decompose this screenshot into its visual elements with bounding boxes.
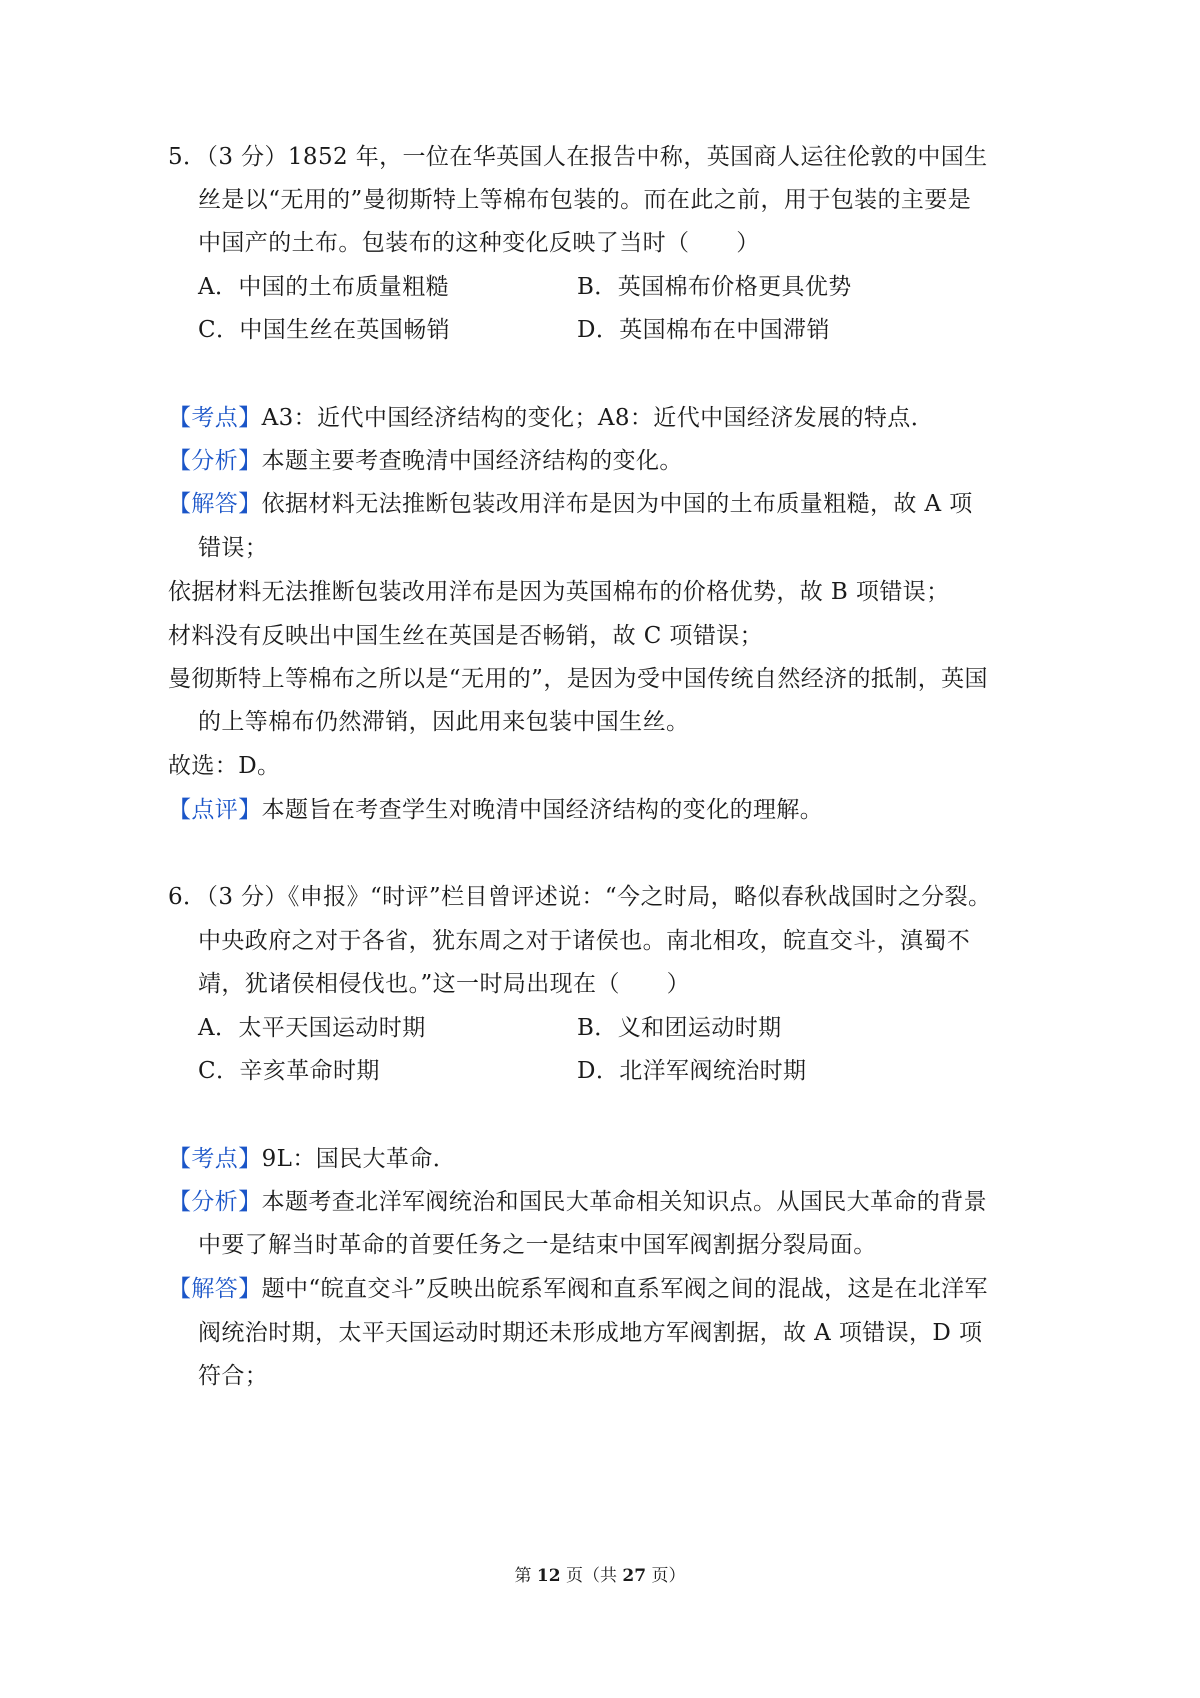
q6-fenxi xyxy=(168,1187,987,1217)
q6-fenxi-text-1: 本题考查北洋军阀统治和国民大革命相关知识点。从国民大革命的背景 xyxy=(261,1189,988,1215)
q5-stem-line-3: 中国产的土布。包装布的这种变化反映了当时（ ） xyxy=(198,230,760,256)
q5-kaodian-text: A3：近代中国经济结构的变化；A8：近代中国经济发展的特点． xyxy=(261,405,935,431)
q5-stem-line-1: 5．（3 分）1852 年，一位在华英国人在报告中称，英国商人运往伦敦的中国生 xyxy=(168,144,988,170)
q6-jieda-text-2: 阀统治时期，太平天国运动时期还未形成地方军阀割据，故 A 项错误，D 项 xyxy=(198,1320,983,1346)
q6-stem-line-3: 靖，犹诸侯相侵伐也。”这一时局出现在（ ） xyxy=(198,971,691,997)
fenxi-tag: 【分析】 xyxy=(168,448,262,474)
jieda-tag: 【解答】 xyxy=(168,491,262,517)
q5-option-b: B．英国棉布价格更具优势 xyxy=(577,274,852,300)
q6-stem-line-2: 中央政府之对于各省，犹东周之对于诸侯也。南北相攻，皖直交斗，滇蜀不 xyxy=(198,928,971,954)
jieda-tag: 【解答】 xyxy=(168,1276,262,1302)
q5-stem-line-2: 丝是以“无用的”曼彻斯特上等棉布包装的。而在此之前，用于包装的主要是 xyxy=(198,187,972,213)
q5-body-line-2: 材料没有反映出中国生丝在英国是否畅销，故 C 项错误； xyxy=(168,623,764,649)
q6-jieda-text-3: 符合； xyxy=(198,1363,269,1389)
page-footer xyxy=(0,1565,1200,1587)
q5-fenxi xyxy=(168,446,683,476)
q6-jieda-text-1: 题中“皖直交斗”反映出皖系军阀和直系军阀之间的混战，这是在北洋军 xyxy=(261,1276,988,1302)
q5-option-a: A．中国的土布质量粗糙 xyxy=(198,274,450,300)
dianping-tag: 【点评】 xyxy=(168,797,262,823)
kaodian-tag: 【考点】 xyxy=(168,1146,262,1172)
q5-body-line-1: 依据材料无法推断包装改用洋布是因为英国棉布的价格优势，故 B 项错误； xyxy=(168,579,950,605)
q5-dianping xyxy=(168,795,823,825)
q5-body-line-4: 的上等棉布仍然滞销，因此用来包装中国生丝。 xyxy=(198,709,690,735)
footer-prefix: 第 xyxy=(514,1566,532,1586)
q5-option-d: D．英国棉布在中国滞销 xyxy=(577,317,830,343)
q6-fenxi-text-2: 中要了解当时革命的首要任务之一是结束中国军阀割据分裂局面。 xyxy=(198,1232,877,1258)
q5-jieda xyxy=(168,489,973,519)
q6-stem-line-1: 6．（3 分）《申报》“时评”栏目曾评述说：“今之时局，略似春秋战国时之分裂。 xyxy=(168,884,992,910)
q5-jieda-text-1: 依据材料无法推断包装改用洋布是因为中国的土布质量粗糙，故 A 项 xyxy=(261,491,973,517)
footer-middle: 页（共 xyxy=(566,1566,617,1586)
q6-kaodian-text: 9L：国民大革命． xyxy=(261,1146,457,1172)
q6-kaodian xyxy=(168,1144,456,1174)
q6-jieda xyxy=(168,1274,988,1304)
q5-dianping-text: 本题旨在考查学生对晚清中国经济结构的变化的理解。 xyxy=(261,797,824,823)
q5-answer: 故选：D。 xyxy=(168,753,281,779)
q5-kaodian xyxy=(168,403,934,433)
footer-suffix: 页） xyxy=(651,1566,686,1586)
footer-total-pages: 27 xyxy=(622,1566,647,1586)
q6-option-d: D．北洋军阀统治时期 xyxy=(577,1058,807,1084)
kaodian-tag: 【考点】 xyxy=(168,405,262,431)
q5-jieda-text-2: 错误； xyxy=(198,535,269,561)
q6-option-a: A．太平天国运动时期 xyxy=(198,1015,426,1041)
q5-body-line-3: 曼彻斯特上等棉布之所以是“无用的”，是因为受中国传统自然经济的抵制，英国 xyxy=(168,666,988,692)
footer-page-number: 12 xyxy=(536,1566,561,1586)
q5-fenxi-text: 本题主要考查晚清中国经济结构的变化。 xyxy=(261,448,683,474)
q6-option-b: B．义和团运动时期 xyxy=(577,1015,782,1041)
q5-option-c: C．中国生丝在英国畅销 xyxy=(198,317,450,343)
fenxi-tag: 【分析】 xyxy=(168,1189,262,1215)
q6-option-c: C．辛亥革命时期 xyxy=(198,1058,380,1084)
